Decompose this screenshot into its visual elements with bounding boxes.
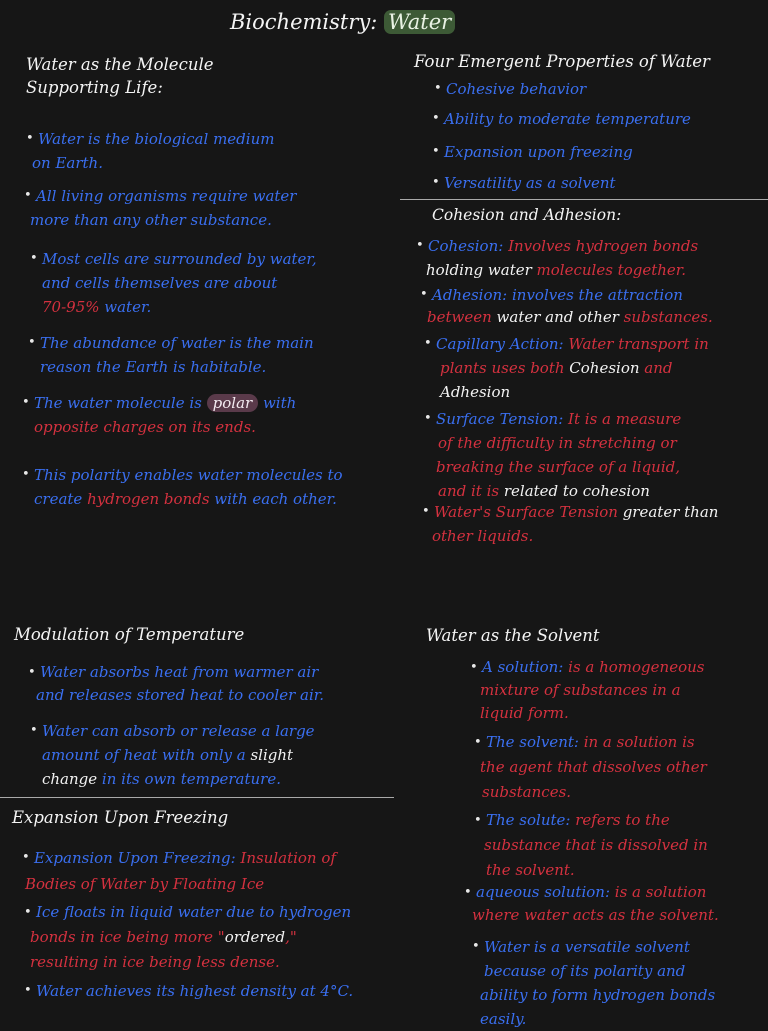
section-heading-life: Water as the Molecule Supporting Life: — [26, 55, 214, 97]
list-item: • Most cells are surrounded by water, and cells themselves are about 70-95% water. — [42, 247, 317, 319]
title-highlight: Water — [384, 10, 455, 34]
list-item: • This polarity enables water molecules to create hydrogen bonds with each other. — [34, 463, 343, 511]
page-title — [230, 10, 455, 34]
list-item: • Ice floats in liquid water due to hydrogen bonds in ice being more "ordered," resulting in ice being less dense. — [36, 900, 351, 975]
list-item: • Expansion Upon Freezing: Insulation of Bodies of Water by Floating Ice — [34, 845, 336, 897]
list-item: • Versatility as a solvent — [444, 171, 616, 195]
list-item: • All living organisms require water more than any other substance. — [36, 184, 296, 232]
section-heading-cohesion: Cohesion and Adhesion: — [432, 206, 622, 224]
list-item: • Ability to moderate temperature — [444, 107, 691, 131]
list-item: • The water molecule is polar with opposite charges on its ends. — [34, 391, 296, 439]
list-item: • Water is the biological medium on Earth. — [38, 127, 274, 175]
list-item: • The solvent: in a solution is the agent that dissolves other substances. — [486, 730, 707, 805]
list-item: • The solute: refers to the substance that is dissolved in the solvent. — [486, 808, 708, 883]
section-heading-temperature: Modulation of Temperature — [14, 625, 245, 644]
list-item: • Cohesive behavior — [446, 77, 586, 101]
list-item: • Water can absorb or release a large amount of heat with only a slight change in its own temperature. — [42, 719, 315, 791]
section-heading-properties: Four Emergent Properties of Water — [414, 52, 710, 71]
list-item: • A solution: is a homogeneous mixture of substances in a liquid form. — [482, 656, 704, 725]
list-item: • Capillary Action: Water transport in plants uses both Cohesion and Adhesion — [436, 332, 709, 404]
list-item: • Expansion upon freezing — [444, 140, 633, 164]
list-item: • Adhesion: involves the attraction between water and other substances. — [432, 284, 713, 328]
list-item: • Water achieves its highest density at 4°C. — [36, 979, 353, 1003]
divider — [0, 797, 394, 798]
polar-highlight: polar — [207, 394, 259, 412]
section-heading-freezing: Expansion Upon Freezing — [12, 808, 229, 827]
list-item: • Water is a versatile solvent because of its polarity and ability to form hydrogen bonds easily. — [484, 935, 715, 1031]
list-item: • Water's Surface Tension greater than other liquids. — [434, 500, 718, 548]
section-heading-solvent: Water as the Solvent — [426, 626, 600, 645]
divider — [400, 199, 768, 200]
list-item: • Water absorbs heat from warmer air and releases stored heat to cooler air. — [40, 661, 324, 707]
list-item: • The abundance of water is the main reason the Earth is habitable. — [40, 331, 314, 379]
title-main: Biochemistry: — [230, 10, 385, 34]
list-item: • aqueous solution: is a solution where water acts as the solvent. — [476, 881, 719, 927]
list-item: • Surface Tension: It is a measure of the difficulty in stretching or breaking the surface of a liquid, and it is related to cohesion — [436, 407, 681, 503]
list-item: • Cohesion: Involves hydrogen bonds holding water molecules together. — [428, 234, 698, 282]
